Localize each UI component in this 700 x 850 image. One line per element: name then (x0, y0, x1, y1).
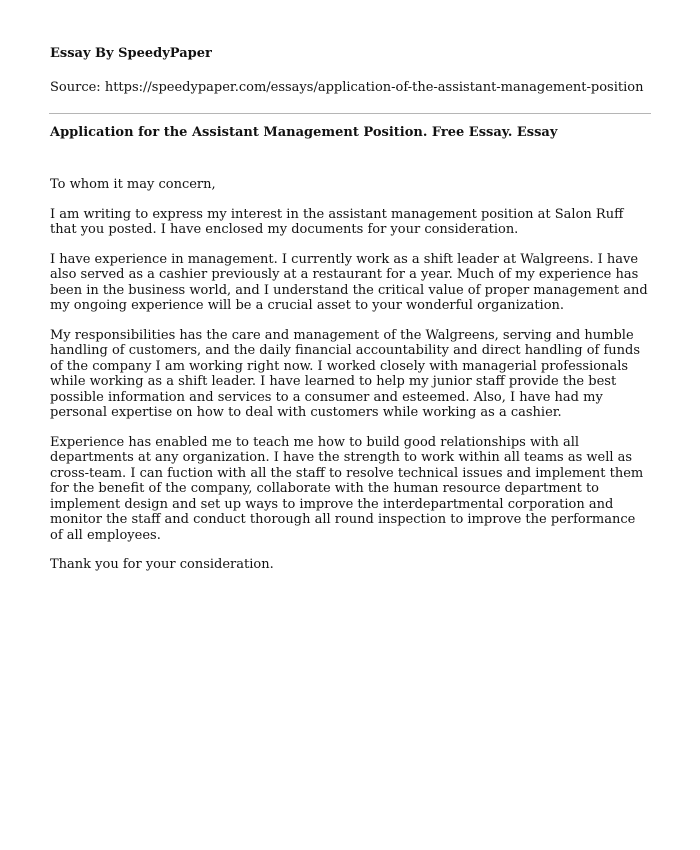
source-label: Source: (50, 80, 101, 95)
paragraph-intro: I am writing to express my interest in the assistant management position at Salon Ruff that you posted. I have enclosed my documents for your consideration. (50, 206, 624, 237)
paragraph-closing: Thank you for your consideration. (50, 557, 274, 572)
source-url: https://speedypaper.com/essays/application-of-the-assistant-management-position (104, 80, 644, 95)
paragraph-experience: I have experience in management. I currently work as a shift leader at Walgreens. I have also served as a cashier previously at a restaurant for a year. Much of my experience has been in the business world, and I understand the critical value of proper management and my ongoing experience will be a crucial asset to your wonderful organization. (50, 251, 648, 313)
paragraph-responsibilities: My responsibilities has the care and management of the Walgreens, serving and humble handling of customers, and the daily financial accountability and direct handling of funds of the company I am working right now. I worked closely with managerial professionals while working as a shift leader. I have learned to help my junior staff provide the best possible information and services to a consumer and esteemed. Also, I have had my personal expertise on how to deal with customers while working as a cashier. (50, 327, 641, 420)
essay-title: Application for the Assistant Management Position. Free Essay. Essay (50, 125, 558, 140)
paragraph-salutation: To whom it may concern, (50, 177, 216, 192)
essay-body (50, 177, 650, 573)
header-divider (49, 113, 651, 114)
header-title: Essay By SpeedyPaper (50, 46, 212, 61)
source-line (50, 79, 650, 97)
paragraph-relationships: Experience has enabled me to teach me how to build good relationships with all departments at any organization. I have the strength to work within all teams as well as cross-team. I can fuction with all the staff to resolve technical issues and implement them for the benefit of the company, collaborate with the human resource department to implement design and set up ways to improve the interdepartmental corporation and monitor the staff and conduct thorough all round inspection to improve the performance of all employees. (50, 434, 644, 543)
